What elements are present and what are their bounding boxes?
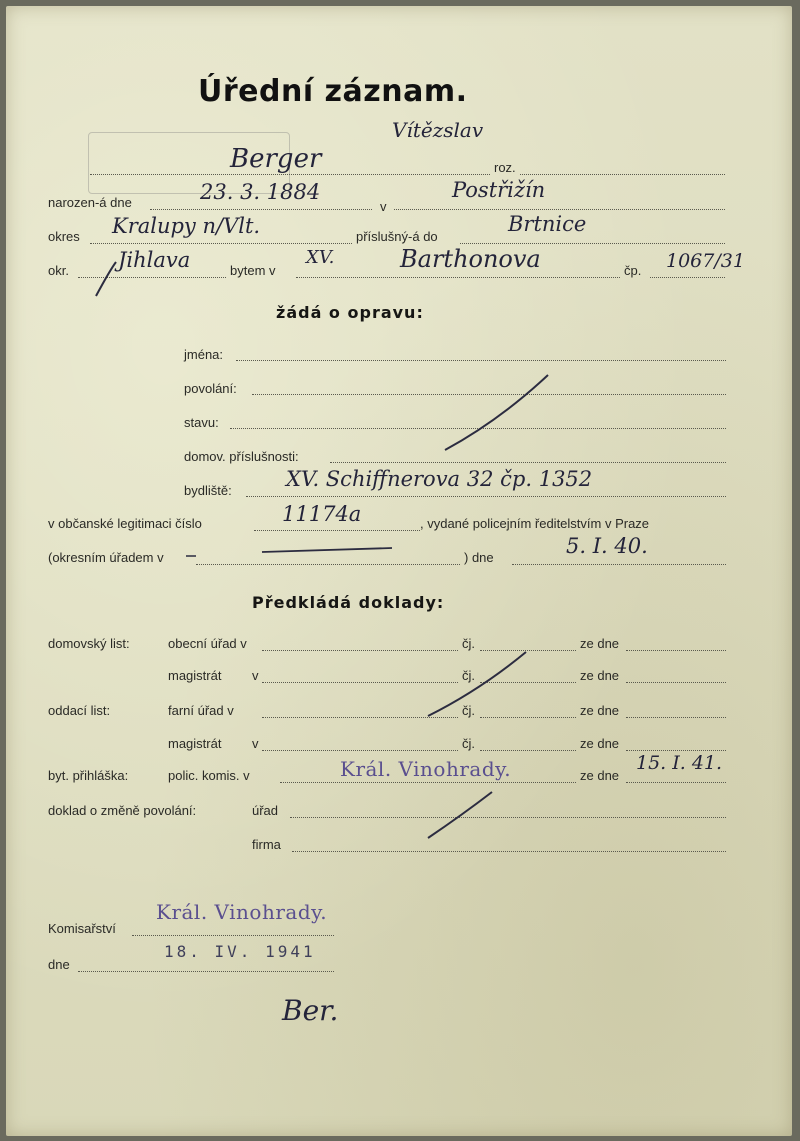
residence-new-line: [246, 496, 726, 497]
district-office-line: [196, 564, 460, 565]
magistrate-label-1: magistrát: [168, 668, 222, 683]
commissariat-stamp: Král. Vinohrady.: [156, 900, 328, 924]
office-label: úřad: [252, 803, 279, 818]
parish-office-line: [262, 717, 458, 718]
occupation-line: [252, 394, 726, 395]
street: Barthonova: [400, 245, 541, 273]
issue-date-label: dne: [48, 957, 70, 972]
status-line: [230, 428, 726, 429]
police-commissariat-line: [280, 782, 576, 783]
magistrate-line-1: [262, 682, 458, 683]
date-line-1: [626, 650, 726, 651]
correction-heading: žádá o opravu:: [276, 303, 424, 322]
municipal-office-line: [262, 650, 458, 651]
belonging-label: příslušný-á do: [356, 229, 438, 244]
issued-date-line: [512, 564, 726, 565]
registration-label: byt. přihláška:: [48, 768, 129, 783]
ref-label-4: čj.: [462, 736, 475, 751]
date-label-1: ze dne: [580, 636, 620, 651]
legitimation-label: v občanské legitimaci číslo: [48, 516, 202, 531]
ref-label-3: čj.: [462, 703, 475, 718]
ref-label-2: čj.: [462, 668, 475, 683]
magistrate-v-2: v: [252, 736, 259, 751]
commissariat-label: Komisařství: [48, 921, 116, 936]
office-line: [290, 817, 726, 818]
date-line-3: [626, 717, 726, 718]
legitimation-number: 11174a: [282, 502, 362, 526]
okr-label: okr.: [48, 263, 69, 278]
okr-value: Jihlava: [118, 248, 191, 272]
ref-line-3: [480, 717, 576, 718]
born-place-label: v: [380, 199, 387, 214]
born-place-line: [394, 209, 725, 210]
magistrate-v-1: v: [252, 668, 259, 683]
date-label-3: ze dne: [580, 703, 620, 718]
commissariat-line: [132, 935, 334, 936]
issued-date-label: ) dne: [464, 550, 494, 565]
parish-office-label: farní úřad v: [168, 703, 234, 718]
new-residence: XV. Schiffnerova 32 čp. 1352: [286, 467, 593, 491]
legitimation-date: 5. I. 40.: [566, 534, 648, 558]
ref-line-2: [480, 682, 576, 683]
registration-date: 15. I. 41.: [636, 752, 723, 774]
date-line-4: [626, 750, 726, 751]
residence-new-label: bydliště:: [184, 483, 232, 498]
marriage-cert-label: oddací list:: [48, 703, 111, 718]
district-office-label: (okresním úřadem v: [48, 550, 164, 565]
occupation-label: povolání:: [184, 381, 237, 396]
police-commissariat-label: polic. komis. v: [168, 768, 250, 783]
signature: Ber.: [282, 994, 339, 1027]
ref-line-4: [480, 750, 576, 751]
birth-date: 23. 3. 1884: [200, 180, 321, 204]
status-label: stavu:: [184, 415, 219, 430]
surname: Berger: [230, 144, 322, 174]
documents-heading: Předkládá doklady:: [252, 593, 445, 612]
district-label: okres: [48, 229, 80, 244]
date-label-5: ze dne: [580, 768, 620, 783]
domicile-line: [330, 462, 726, 463]
birth-place: Postřižín: [452, 178, 546, 202]
issued-by-label: , vydané policejním ředitelstvím v Praze: [420, 516, 650, 531]
okr-line: [78, 277, 226, 278]
date-label-2: ze dne: [580, 668, 620, 683]
names-label: jména:: [184, 347, 224, 362]
residence-district: XV.: [306, 247, 335, 268]
page-title: Úřední záznam.: [198, 74, 468, 109]
ref-label-1: čj.: [462, 636, 475, 651]
date-line-2: [626, 682, 726, 683]
issue-date-stamp: 18. IV. 1941: [164, 942, 316, 961]
belonging-to: Brtnice: [508, 212, 587, 236]
names-line: [236, 360, 726, 361]
district-line: [90, 243, 352, 244]
house-number: 1067/31: [666, 250, 745, 272]
domicile-label: domov. příslušnosti:: [184, 449, 299, 464]
registration-place-stamp: Král. Vinohrady.: [340, 757, 512, 781]
residence-line: [296, 277, 620, 278]
surname-line: [90, 174, 490, 175]
firm-label: firma: [252, 837, 281, 852]
domicile-cert-label: domovský list:: [48, 636, 130, 651]
residence-label: bytem v: [230, 263, 276, 278]
ref-line-1: [480, 650, 576, 651]
roz-label: roz.: [494, 160, 516, 175]
municipal-office-label: obecní úřad v: [168, 636, 247, 651]
given-name: Vítězslav: [392, 118, 484, 142]
firm-line: [292, 851, 726, 852]
roz-line: [520, 174, 725, 175]
born-date-line: [150, 209, 372, 210]
born-label: narozen-á dne: [48, 195, 132, 210]
house-no-line: [650, 277, 725, 278]
issue-date-line: [78, 971, 334, 972]
district: Kralupy n/Vlt.: [112, 214, 261, 238]
legitimation-line: [254, 530, 420, 531]
occupation-change-label: doklad o změně povolání:: [48, 803, 197, 818]
magistrate-line-2: [262, 750, 458, 751]
date-label-4: ze dne: [580, 736, 620, 751]
magistrate-label-2: magistrát: [168, 736, 222, 751]
belonging-line: [460, 243, 725, 244]
house-no-label: čp.: [624, 263, 642, 278]
date-line-5: [626, 782, 726, 783]
